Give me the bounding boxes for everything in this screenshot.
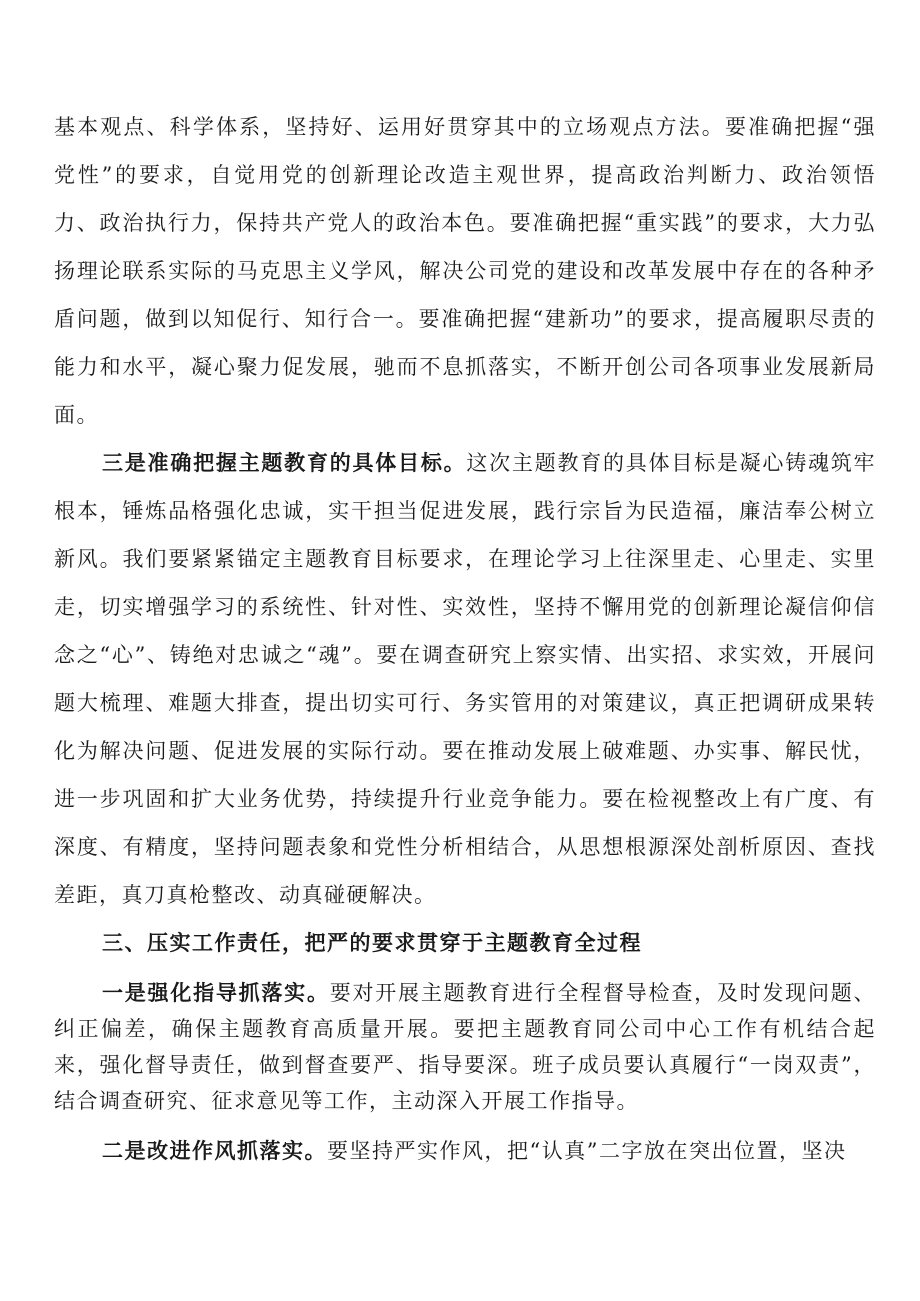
paragraph-4-text: 要坚持严实作风，把“认真”二字放在突出位置，坚决 [327,1139,847,1163]
section-heading-3: 三、压实工作责任，把严的要求贯穿于主题教育全过程 [102,930,642,955]
paragraph-1-text: 基本观点、科学体系，坚持好、运用好贯穿其中的立场观点方法。要准确把握“强党性”的要求，自觉用党的创新理论改造主观世界，提高政治判断力、政治领悟力、政治执行力，保持共产党人的政治本色。要准确把握“重实践”的要求，大力弘扬理论联系实际的马克思主义学风，解决公司党的建设和改革发展中存在的各种矛盾问题，做到以知促行、知行合一。要准确把握“建新功”的要求，提高履职尽责的能力和水平，凝心聚力促发展，驰而不息抓落实，不断开创公司各项事业发展新局面。 [54,115,876,427]
paragraph-3 [54,975,876,1119]
paragraph-3-lead: 一是强化指导抓落实。 [102,980,330,1005]
paragraph-1 [54,103,876,439]
paragraph-4-lead: 二是改进作风抓落实。 [102,1138,327,1163]
paragraph-2-text: 这次主题教育的具体目标是凝心铸魂筑牢根本，锤炼品格强化忠诚，实干担当促进发展，践行宗旨为民造福，廉洁奉公树立新风。我们要紧紧锚定主题教育目标要求，在理论学习上往深里走、心里走、实里走，切实增强学习的系统性、针对性、实效性，坚持不懈用党的创新理论凝信仰信念之“心”、铸绝对忠诚之“魂”。要在调查研究上察实情、出实招、求实效，开展问题大梳理、难题大排查，提出切实可行、务实管用的对策建议，真正把调研成果转化为解决问题、促进发展的实际行动。要在推动发展上破难题、办实事、解民忧，进一步巩固和扩大业务优势，持续提升行业竞争能力。要在检视整改上有广度、有深度、有精度，坚持问题表象和党性分析相结合，从思想根源深处剖析原因、查找差距，真刀真枪整改、动真碰硬解决。 [54,451,877,907]
paragraph-3-text: 要对开展主题教育进行全程督导检查，及时发现问题、纠正偏差，确保主题教育高质量开展。要把主题教育同公司中心工作有机结合起来，强化督导责任，做到督查要严、指导要深。班子成员要认真履行“一岗双责”，结合调查研究、征求意见等工作，主动深入开展工作指导。 [54,981,877,1113]
document-page [54,103,876,1175]
paragraph-2-lead: 三是准确把握主题教育的具体目标。 [102,450,467,475]
paragraph-2 [54,439,876,919]
paragraph-4 [54,1127,876,1175]
